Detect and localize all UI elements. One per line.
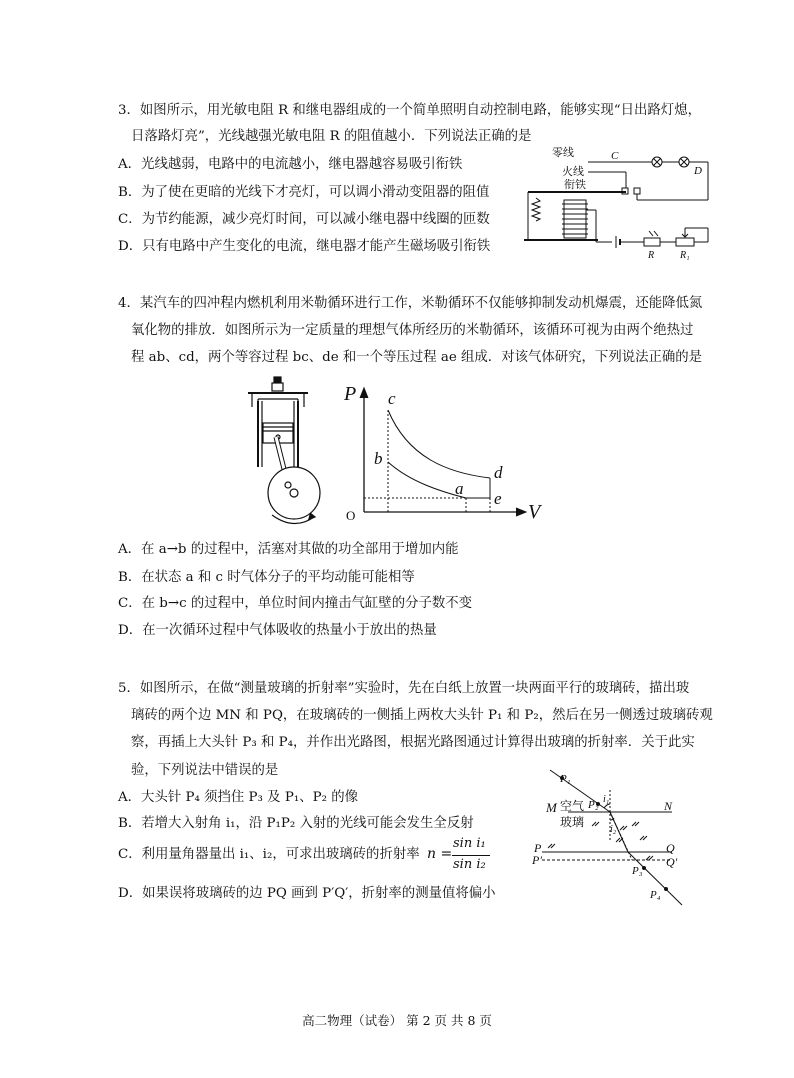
q5-stem-line1: 5．如图所示，在做“测量玻璃的折射率”实验时，先在白纸上放置一块两面平行的玻璃砖，描出玻 <box>118 681 690 696</box>
q5-option-a: A．大头针 P₄ 须挡住 P₃ 及 P₁、P₂ 的像 <box>118 790 359 805</box>
state-c-label: c <box>388 389 396 408</box>
state-e-label: e <box>494 489 502 508</box>
edge-q-prime-label: Q′ <box>666 855 678 869</box>
edge-p-label: P <box>534 841 542 855</box>
label-d: D <box>694 165 702 177</box>
q4-stem-line1: 4．某汽车的四冲程内燃机利用米勒循环进行工作，米勒循环不仅能够抑制发动机爆震，还能降低氮 <box>118 296 703 311</box>
q5-stem-line4: 验，下列说法中错误的是 <box>131 763 279 778</box>
q4-option-a: A．在 a→b 的过程中，活塞对其做的功全部用于增加内能 <box>118 542 459 557</box>
angle-i1-label: i₁ <box>603 794 610 805</box>
q3-relay-circuit-figure <box>516 140 716 265</box>
q4-stem-line3: 程 ab、cd，两个等容过程 bc、de 和一个等压过程 ae 组成．对该气体研究，下列说法正确的是 <box>131 350 703 365</box>
q5-option-b: B．若增大入射角 i₁，沿 P₁P₂ 入射的光线可能会发生全反射 <box>118 816 474 831</box>
state-b-label: b <box>374 449 383 468</box>
q5-stem-line2: 璃砖的两个边 MN 和 PQ，在玻璃砖的一侧插上两枚大头针 P₁ 和 P₂，然后在另一侧透过玻璃砖观 <box>131 708 713 723</box>
axis-v-label: V <box>528 501 541 523</box>
pin-p1-label: P₁ <box>560 773 571 785</box>
label-r1: R₁ <box>680 250 690 261</box>
q3-stem-line1: 3．如图所示，用光敏电阻 R 和继电器组成的一个简单照明自动控制电路，能够实现“日出路灯熄， <box>118 103 701 118</box>
formula-lhs: n = <box>427 846 453 862</box>
origin-label: O <box>346 508 356 523</box>
pin-p4-label: P₄ <box>650 889 661 901</box>
q4-option-c: C．在 b→c 的过程中，单位时间内撞击气缸壁的分子数不变 <box>118 596 473 611</box>
pin-p3-label: P₃ <box>632 865 643 877</box>
refractive-index-formula <box>427 836 493 876</box>
fire-line-label: 火线 <box>562 166 584 178</box>
air-label: 空气 <box>560 799 585 813</box>
pin-p2-label: P₂ <box>588 799 599 811</box>
edge-n-label: N <box>664 799 673 813</box>
formula-denominator: sin i₂ <box>453 857 486 872</box>
page-footer: 高二物理（试卷） 第 2 页 共 8 页 <box>302 1013 492 1028</box>
edge-q-label: Q <box>666 841 675 855</box>
formula-numerator: sin i₁ <box>453 836 486 851</box>
q4-pv-diagram <box>338 380 550 525</box>
label-r: R <box>648 250 655 261</box>
q4-option-d: D．在一次循环过程中气体吸收的热量小于放出的热量 <box>118 623 437 638</box>
zero-line-label: 零线 <box>552 147 574 159</box>
formula-fraction-bar <box>452 855 490 856</box>
state-d-label: d <box>494 463 503 482</box>
q4-option-b: B．在状态 a 和 c 时气体分子的平均动能可能相等 <box>118 570 415 585</box>
edge-p-prime-label: P′ <box>532 853 542 867</box>
armature-label: 衔铁 <box>564 179 586 191</box>
q5-option-d: D．如果误将玻璃砖的边 PQ 画到 P′Q′，折射率的测量值将偏小 <box>118 886 496 901</box>
q5-stem-line3: 察，再插上大头针 P₃ 和 P₄，并作出光路图，根据光路图通过计算得出玻璃的折射率．关于此实 <box>131 735 695 750</box>
q3-stem-line2: 日落路灯亮”，光线越强光敏电阻 R 的阻值越小．下列说法正确的是 <box>131 129 532 144</box>
q4-engine-figure <box>248 375 328 527</box>
q3-option-b: B．为了使在更暗的光线下才亮灯，可以调小滑动变阻器的阻值 <box>118 185 490 200</box>
axis-p-label: P <box>344 383 357 405</box>
q5-glass-refraction-figure <box>532 760 692 910</box>
q3-option-a: A．光线越弱，电路中的电流越小，继电器越容易吸引衔铁 <box>118 157 463 172</box>
state-a-label: a <box>455 479 464 498</box>
label-c: C <box>611 150 619 162</box>
angle-i2-label: i₂ <box>610 824 617 835</box>
glass-label: 玻璃 <box>560 815 585 829</box>
q3-option-d: D．只有电路中产生变化的电流，继电器才能产生磁场吸引衔铁 <box>118 239 491 254</box>
edge-m-label: M <box>546 800 557 815</box>
q5-option-c: C．利用量角器量出 i₁、i₂，可求出玻璃砖的折射率 <box>118 847 420 862</box>
q3-option-c: C．为节约能源，减少亮灯时间，可以减小继电器中线圈的匝数 <box>118 212 490 227</box>
q4-stem-line2: 氧化物的排放．如图所示为一定质量的理想气体所经历的米勒循环，该循环可视为由两个绝热过 <box>131 323 694 338</box>
